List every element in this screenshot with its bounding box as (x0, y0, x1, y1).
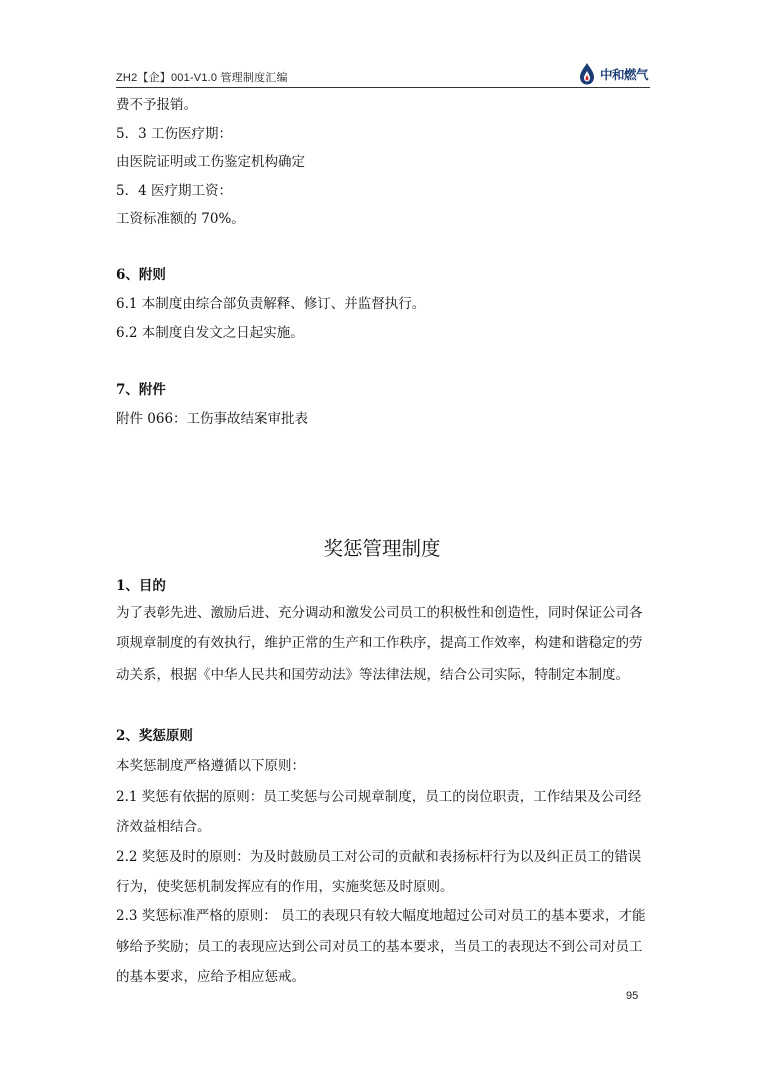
page-number: 95 (626, 990, 639, 1002)
page-title: 奖惩管理制度 (323, 537, 441, 560)
header-divider (116, 87, 650, 88)
section-heading-1: 1、目的 (116, 578, 166, 594)
document-code: ZH2【企】001-V1.0 管理制度汇编 (116, 72, 288, 84)
paragraph-line: 本奖惩制度严格遵循以下原则： (116, 758, 305, 774)
company-logo (577, 62, 648, 86)
page-header (116, 62, 650, 88)
text-line: 工资标准额的 70%。 (116, 211, 245, 227)
paragraph-line: 济效益相结合。 (116, 819, 211, 835)
attachment-line: 附件 066：工伤事故结案审批表 (116, 411, 309, 427)
paragraph-line: 2.3 奖惩标准严格的原则： 员工的表现只有较大幅度地超过公司对员工的基本要求，才能 (116, 908, 646, 924)
paragraph-line: 为了表彰先进、激励后进、充分调动和激发公司员工的积极性和创造性，同时保证公司各 (116, 605, 643, 621)
paragraph-line: 2.1 奖惩有依据的原则：员工奖惩与公司规章制度，员工的岗位职责，工作结果及公司经 (116, 789, 642, 805)
flame-drop-icon (577, 62, 597, 86)
paragraph-line: 2.2 奖惩及时的原则：为及时鼓励员工对公司的贡献和表扬标杆行为以及纠正员工的错误 (116, 849, 642, 865)
paragraph-line: 行为，使奖惩机制发挥应有的作用，实施奖惩及时原则。 (116, 879, 454, 895)
paragraph-line: 的基本要求，应给予相应惩戒。 (116, 969, 305, 985)
subheading-5-4: 5．4 医疗期工资： (116, 183, 232, 199)
text-line: 由医院证明或工伤鉴定机构确定 (116, 154, 305, 170)
paragraph-line: 够给予奖励；员工的表现应达到公司对员工的基本要求，当员工的表现达不到公司对员工 (116, 939, 643, 955)
paragraph-line: 项规章制度的有效执行，维护正常的生产和工作秩序，提高工作效率，构建和谐稳定的劳 (116, 635, 643, 651)
subheading-5-3: 5．3 工伤医疗期： (116, 126, 232, 142)
section-heading-7: 7、附件 (116, 382, 166, 398)
section-heading-6: 6、附则 (116, 267, 166, 283)
text-line: 6.2 本制度自发文之日起实施。 (116, 325, 304, 341)
text-line: 6.1 本制度由综合部负责解释、修订、并监督执行。 (116, 296, 426, 312)
paragraph-line: 动关系，根据《中华人民共和国劳动法》等法律法规，结合公司实际，特制定本制度。 (116, 667, 629, 683)
section-heading-2: 2、奖惩原则 (116, 728, 193, 744)
text-line: 费不予报销。 (116, 97, 197, 113)
logo-text: 中和燃气 (599, 67, 648, 82)
